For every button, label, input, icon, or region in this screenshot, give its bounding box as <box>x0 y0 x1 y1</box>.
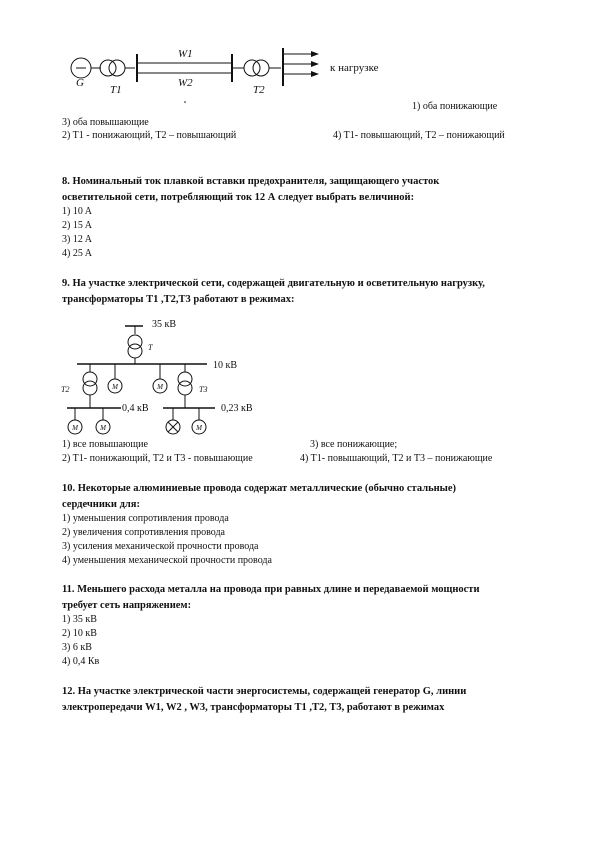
q8-option: 2) 15 A <box>62 220 92 231</box>
svg-text:M: M <box>112 383 118 391</box>
q10-option: 2) увеличения сопротивления провода <box>62 527 225 538</box>
q12-text-line2: электропередачи W1, W2 , W3, трансформаторы T1 ,T2, T3, работают в режимах <box>62 702 445 713</box>
voltage-35kv-label: 35 кВ <box>152 319 177 330</box>
diagram-transmission-line <box>55 40 415 110</box>
q11-option: 1) 35 кВ <box>62 614 97 625</box>
q7-option-3: 3) оба повышающие <box>62 117 149 128</box>
q10-option: 3) усиления механической прочности провода <box>62 541 259 552</box>
q11-option: 4) 0,4 Кв <box>62 656 100 667</box>
voltage-04kv-label: 0,4 кВ <box>122 403 149 414</box>
svg-text:M: M <box>72 424 78 432</box>
q8-option: 1) 10 A <box>62 206 92 217</box>
q9-text-line2: трансформаторы T1 ,T2,T3 работают в режимах: <box>62 294 295 305</box>
voltage-10kv-label: 10 кВ <box>213 360 238 371</box>
q12-text-line1: 12. На участке электрической части энергосистемы, содержащей генератор G, линии <box>62 686 467 697</box>
generator-label: G <box>76 77 84 89</box>
voltage-023kv-label: 0,23 кВ <box>221 403 253 414</box>
t2-label: T2 <box>253 84 265 96</box>
q9-option-4: 4) T1- повышающий, T2 и T3 – понижающие <box>300 453 493 464</box>
q11-options <box>62 613 99 669</box>
q10-option: 4) уменьшения механической прочности провода <box>62 555 272 566</box>
q7-option-4: 4) T1- повышающий, T2 – понижающий <box>333 130 505 141</box>
svg-text:M: M <box>100 424 106 432</box>
q10-text-line2: сердечники для: <box>62 499 140 510</box>
q8-option: 4) 25 A <box>62 248 92 259</box>
q8-option: 3) 12 A <box>62 234 92 245</box>
w2-label: W2 <box>178 77 193 89</box>
q7-option-1: 1) оба понижающие <box>412 101 498 112</box>
t2-label: T2 <box>61 385 70 394</box>
q10-text-line1: 10. Некоторые алюминиевые провода содержат металлические (обычно стальные) <box>62 483 457 494</box>
q9-option-1: 1) все повышающие <box>62 439 148 450</box>
svg-text:M: M <box>196 424 202 432</box>
q11-text-line2: требует сеть напряжением: <box>62 600 192 611</box>
q9-text-line1: 9. На участке электрической сети, содержащей двигательную и осветительную нагрузку, <box>62 278 485 289</box>
q9-option-3: 3) все понижающие; <box>310 439 398 450</box>
q8-options <box>62 205 92 261</box>
diagram-substation <box>55 312 285 440</box>
q10-option: 1) уменьшения сопротивления провода <box>62 513 229 524</box>
transformer-t2-symbol <box>244 60 260 76</box>
transformer-t1-symbol <box>100 60 116 76</box>
q7-option-2: 2) T1 - понижающий, T2 – повышающий <box>62 130 237 141</box>
q8-text-line1: 8. Номинальный ток плавкой вставки предохранителя, защищающего участок <box>62 176 440 187</box>
q11-option: 2) 10 кВ <box>62 628 97 639</box>
transformer-t-symbol <box>128 335 142 349</box>
q8-text-line2: осветительной сети, потребляющий ток 12 А следует выбрать величиной: <box>62 192 415 203</box>
t-label: T <box>148 343 153 352</box>
w1-label: W1 <box>178 48 193 60</box>
transformer-t3-symbol <box>178 372 192 386</box>
load-label: к нагрузке <box>330 62 379 74</box>
q11-option: 3) 6 кВ <box>62 642 92 653</box>
t3-label: T3 <box>199 385 208 394</box>
q9-option-2: 2) T1- понижающий, T2 и T3 - повышающие <box>62 453 253 464</box>
transformer-t2-symbol <box>83 372 97 386</box>
svg-text:M: M <box>157 383 163 391</box>
t1-label: T1 <box>110 84 122 96</box>
q10-options <box>62 512 272 568</box>
q11-text-line1: 11. Меньшего расхода металла на провода при равных длине и передаваемой мощности <box>62 584 480 595</box>
